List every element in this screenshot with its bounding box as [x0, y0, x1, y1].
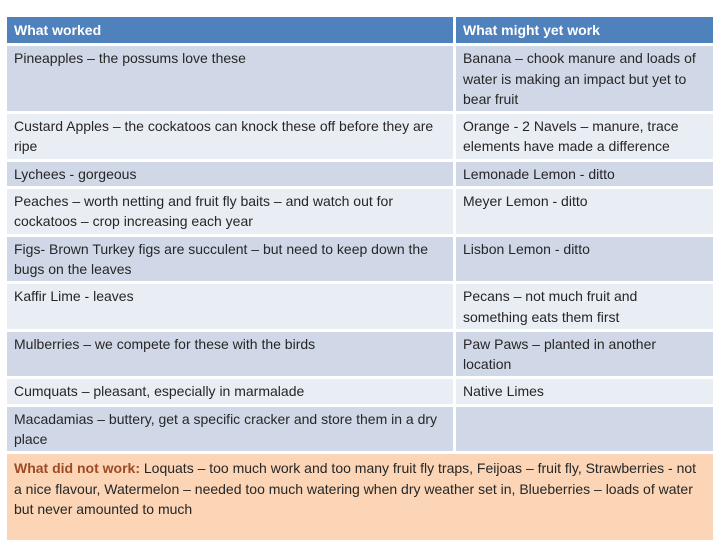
- table-row: [7, 114, 713, 162]
- table-cell-right: Orange - 2 Navels – manure, trace elements have made a difference: [456, 114, 713, 162]
- table-cell-right: Lisbon Lemon - ditto: [456, 237, 713, 285]
- footer-cell: [7, 454, 713, 540]
- table-row: [7, 332, 713, 380]
- table-cell-right: Paw Paws – planted in another location: [456, 332, 713, 380]
- table-cell-left: Figs- Brown Turkey figs are succulent – but need to keep down the bugs on the leaves: [7, 237, 456, 285]
- table-cell-right: Lemonade Lemon - ditto: [456, 162, 713, 189]
- table-row: [7, 379, 713, 406]
- table-cell-left: Peaches – worth netting and fruit fly baits – and watch out for cockatoos – crop increasing each year: [7, 189, 456, 237]
- table-cell-left: Pineapples – the possums love these: [7, 46, 456, 114]
- table-row: [7, 284, 713, 332]
- table-cell-left: Custard Apples – the cockatoos can knock these off before they are ripe: [7, 114, 456, 162]
- column-header-what-might-yet-work: What might yet work: [456, 17, 713, 46]
- table-cell-right: Native Limes: [456, 379, 713, 406]
- footer-text: Loquats – too much work and too many fruit fly traps, Feijoas – fruit fly, Strawberries - not a nice flavour, Watermelon – needed too much watering when dry weather set in, Blueberries – loads of water but never amounted to much: [14, 460, 697, 517]
- table-row: [7, 407, 713, 455]
- header-row: [7, 17, 713, 46]
- fruit-table: [7, 17, 713, 540]
- table-cell-right: [456, 407, 713, 455]
- table-cell-right: Pecans – not much fruit and something eats them first: [456, 284, 713, 332]
- table-cell-left: Cumquats – pleasant, especially in marmalade: [7, 379, 456, 406]
- table-cell-left: Kaffir Lime - leaves: [7, 284, 456, 332]
- column-header-what-worked: What worked: [7, 17, 456, 46]
- footer-row: [7, 454, 713, 540]
- table-row: [7, 162, 713, 189]
- table-cell-left: Mulberries – we compete for these with the birds: [7, 332, 456, 380]
- table-row: [7, 189, 713, 237]
- footer-label: What did not work:: [14, 460, 140, 477]
- table-row: [7, 237, 713, 285]
- table-cell-left: Lychees - gorgeous: [7, 162, 456, 189]
- table-row: [7, 46, 713, 114]
- table-cell-right: Meyer Lemon - ditto: [456, 189, 713, 237]
- table-cell-left: Macadamias – buttery, get a specific cracker and store them in a dry place: [7, 407, 456, 455]
- table-cell-right: Banana – chook manure and loads of water is making an impact but yet to bear fruit: [456, 46, 713, 114]
